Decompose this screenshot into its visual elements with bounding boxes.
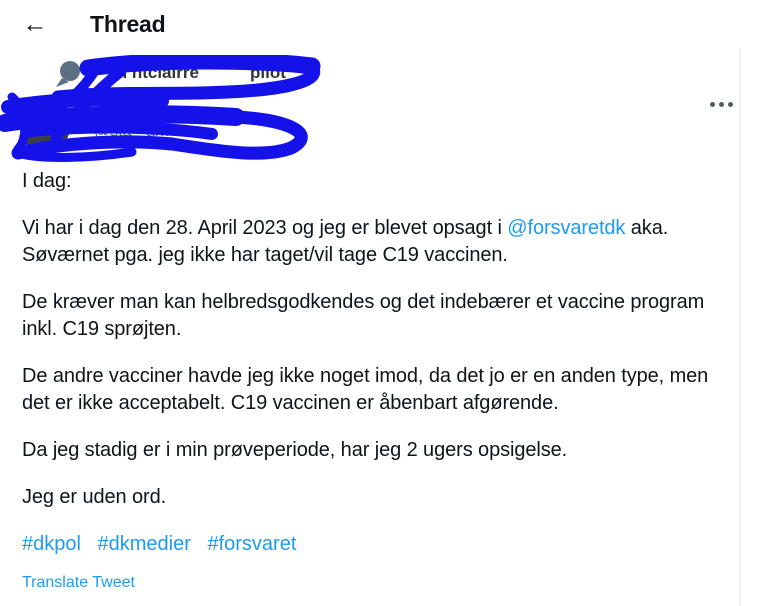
tweet-paragraph: Jeg er uden ord. xyxy=(22,486,167,508)
display-name-fragment: m ntclairre xyxy=(112,63,199,82)
tweet-paragraph: De andre vacciner havde jeg ikke noget imod, da det jo er en anden type, men det er ikke acceptabelt. C19 vaccinen er åbenbart afgørende. xyxy=(22,365,709,414)
tweet-paragraph: Vi har i dag den 28. April 2023 og jeg er blevet opsagt i @forsvaretdk aka. Søværnet pga. jeg ikke har taget/vil tage C19 vaccinen. xyxy=(22,217,669,266)
translate-tweet-link[interactable]: Translate Tweet xyxy=(22,574,135,591)
tweet-body xyxy=(22,168,740,593)
ink-scribble-graphic xyxy=(0,55,340,170)
tweet-paragraph: I dag: xyxy=(22,170,72,192)
tweet-more-button[interactable] xyxy=(704,94,738,114)
handle-fragment: arn xyxy=(146,123,170,140)
display-name-fragment: pilot xyxy=(250,63,286,82)
back-button[interactable] xyxy=(18,7,52,41)
hashtag-row xyxy=(22,531,740,558)
tweet-paragraph: Da jeg stadig er i min prøveperiode, har jeg 2 ugers opsigelse. xyxy=(22,439,568,461)
tweet-paragraph: De kræver man kan helbredsgodkendes og det indebærer et vaccine program inkl. C19 sprøjten. xyxy=(22,291,705,340)
tweet-author-redacted[interactable] xyxy=(0,55,340,170)
page-title: Thread xyxy=(90,10,166,37)
mention-link-forsvaretdk[interactable]: @forsvaretdk xyxy=(507,217,626,239)
more-ellipsis-icon xyxy=(710,102,715,107)
hashtag-link-forsvaret[interactable]: #forsvaret xyxy=(207,533,297,555)
hashtag-link-dkmedier[interactable]: #dkmedier xyxy=(97,533,191,555)
speech-bubble-icon xyxy=(60,61,80,81)
back-arrow-icon: ← xyxy=(22,10,48,38)
thread-header xyxy=(0,0,768,48)
handle-fragment: @sta xyxy=(94,123,132,140)
hashtag-link-dkpol[interactable]: #dkpol xyxy=(22,533,81,555)
